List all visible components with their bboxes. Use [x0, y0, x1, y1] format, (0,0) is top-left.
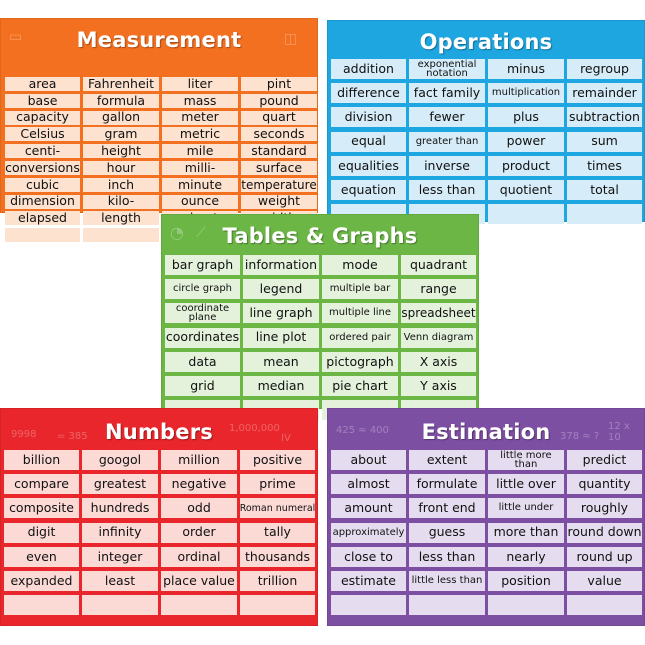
word-card: area: [5, 77, 80, 91]
word-card: product: [488, 156, 564, 176]
word-card: even: [4, 547, 79, 567]
word-card: infinity: [82, 523, 158, 543]
word-card: amount: [331, 498, 406, 518]
word-card: Celsius: [5, 127, 80, 141]
blank-word-card: [567, 595, 642, 615]
word-card: hour: [83, 161, 159, 175]
word-card: odd: [161, 498, 237, 518]
word-card: mean: [243, 352, 319, 372]
word-card: mass: [162, 94, 238, 108]
word-card: thousands: [240, 547, 315, 567]
blank-word-card: [409, 595, 485, 615]
word-card: milli-: [162, 161, 238, 175]
word-card: addition: [331, 59, 406, 79]
word-card: ounce: [162, 195, 238, 209]
word-card: formula: [83, 94, 159, 108]
word-card: integer: [82, 547, 158, 567]
word-card: nearly: [488, 547, 564, 567]
word-card: times: [567, 156, 642, 176]
numbers-decor-3: 1,000,000: [229, 423, 280, 434]
measurement-panel: [0, 18, 318, 226]
word-card: mile: [162, 144, 238, 158]
estimation-word-grid: [331, 449, 642, 618]
word-card: inverse: [409, 156, 485, 176]
tables-graphs-panel: [161, 214, 479, 409]
word-card: bar graph: [165, 255, 240, 275]
blank-word-card: [240, 595, 315, 615]
word-card: legend: [243, 279, 319, 299]
word-card: spreadsheet: [401, 303, 476, 323]
measurement-title: Measurement: [76, 28, 242, 52]
word-card: million: [161, 450, 237, 470]
word-card: position: [488, 571, 564, 591]
measuring-cup-decoration: ◫: [283, 31, 297, 47]
word-card: greater than: [409, 132, 485, 152]
word-card: trillion: [240, 571, 315, 591]
blank-word-card: [488, 204, 564, 224]
estimation-decor-1: 425 ≈ 400: [336, 425, 389, 436]
estimation-title: Estimation: [421, 420, 551, 444]
word-card: centi-: [5, 144, 80, 158]
word-card: little more than: [488, 450, 564, 470]
word-card: equation: [331, 180, 406, 200]
word-card: pint: [241, 77, 317, 91]
word-card: circle graph: [165, 279, 240, 299]
word-card: pie chart: [322, 376, 398, 396]
word-card: round up: [567, 547, 642, 567]
word-card: range: [401, 279, 476, 299]
word-card: standard: [241, 144, 317, 158]
numbers-decor-2: = 385: [57, 431, 88, 442]
word-card: value: [567, 571, 642, 591]
word-card: pictograph: [322, 352, 398, 372]
word-card: place value: [161, 571, 237, 591]
blank-word-card: [161, 595, 237, 615]
tables-graphs-title: Tables & Graphs: [222, 224, 418, 248]
word-card: remainder: [567, 83, 642, 103]
estimation-decor-2: 378 ≈ ?: [560, 431, 600, 442]
word-card: surface: [241, 161, 317, 175]
blank-word-card: [5, 228, 80, 242]
word-card: temperature: [241, 177, 317, 192]
word-card: expanded: [4, 571, 79, 591]
word-card: weight: [241, 195, 317, 209]
word-card: equalities: [331, 156, 406, 176]
word-card: compare: [4, 474, 79, 494]
word-card: meter: [162, 111, 238, 125]
blank-word-card: [488, 595, 564, 615]
word-card: median: [243, 376, 319, 396]
word-card: multiple bar: [322, 279, 398, 299]
word-card: multiple line: [322, 303, 398, 323]
word-card: negative: [161, 474, 237, 494]
word-card: ordered pair: [322, 328, 398, 348]
blank-word-card: [567, 204, 642, 224]
word-card: little under: [488, 498, 564, 518]
word-card: height: [83, 144, 159, 158]
word-card: predict: [567, 450, 642, 470]
word-card: about: [331, 450, 406, 470]
word-card: cubic: [5, 178, 80, 192]
word-card: capacity: [5, 111, 80, 125]
word-card: greatest: [82, 474, 158, 494]
word-card: mode: [322, 255, 398, 275]
numbers-word-grid: [4, 449, 315, 618]
word-card: data: [165, 352, 240, 372]
word-card: kilo-: [83, 195, 159, 209]
blank-word-card: [82, 595, 158, 615]
word-card: less than: [409, 180, 485, 200]
word-card: length: [83, 211, 159, 225]
word-card: grid: [165, 376, 240, 396]
blank-word-card: [83, 228, 159, 242]
word-card: roughly: [567, 498, 642, 518]
word-card: approximately: [331, 523, 406, 543]
word-card: order: [161, 523, 237, 543]
word-card: division: [331, 107, 406, 127]
ruler-decoration: ▭: [9, 29, 23, 45]
word-card: exponential notation: [409, 59, 485, 79]
word-card: inch: [83, 178, 159, 192]
word-card: fact family: [409, 83, 485, 103]
operations-word-grid: [331, 58, 642, 227]
word-card: line graph: [243, 303, 319, 323]
word-card: difference: [331, 83, 406, 103]
word-card: dimension: [5, 195, 80, 209]
word-card: least: [82, 571, 158, 591]
word-card: gallon: [83, 111, 159, 125]
word-card: quantity: [567, 474, 642, 494]
word-card: billion: [4, 450, 79, 470]
word-card: information: [243, 255, 319, 275]
word-card: Venn diagram: [401, 328, 476, 348]
word-card: coordinate plane: [165, 303, 240, 323]
word-card: liter: [162, 77, 238, 91]
word-card: quadrant: [401, 255, 476, 275]
word-card: composite: [4, 498, 79, 518]
numbers-title: Numbers: [105, 420, 213, 444]
word-card: little over: [488, 474, 564, 494]
pie-chart-decoration: ◔: [170, 223, 184, 242]
word-card: pound: [241, 94, 317, 108]
numbers-panel: [0, 408, 318, 626]
word-card: close to: [331, 547, 406, 567]
estimation-decor-3: 12 x 10: [608, 421, 630, 443]
word-card: round down: [567, 523, 642, 543]
word-card: subtraction: [567, 107, 642, 127]
word-card: almost: [331, 474, 406, 494]
word-card: Roman numeral: [240, 498, 315, 518]
word-card: front end: [409, 498, 485, 518]
word-card: power: [488, 132, 564, 152]
word-card: Y axis: [401, 376, 476, 396]
word-card: googol: [82, 450, 158, 470]
word-card: prime: [240, 474, 315, 494]
word-card: elapsed: [5, 211, 80, 225]
word-card: equal: [331, 132, 406, 152]
word-card: minus: [488, 59, 564, 79]
word-card: metric: [162, 127, 238, 141]
word-card: seconds: [241, 127, 317, 141]
word-card: tally: [240, 523, 315, 543]
word-card: extent: [409, 450, 485, 470]
word-card: coordinates: [165, 328, 240, 348]
operations-title: Operations: [419, 30, 553, 54]
word-card: Fahrenheit: [83, 77, 159, 91]
word-card: sum: [567, 132, 642, 152]
word-card: little less than: [409, 571, 485, 591]
word-card: digit: [4, 523, 79, 543]
blank-word-card: [4, 595, 79, 615]
tables-graphs-word-grid: [165, 254, 476, 423]
word-card: gram: [83, 127, 159, 141]
numbers-decor-1: 9998: [11, 429, 37, 440]
word-card: regroup: [567, 59, 642, 79]
word-card: positive: [240, 450, 315, 470]
word-card: ordinal: [161, 547, 237, 567]
blank-word-card: [331, 595, 406, 615]
word-card: X axis: [401, 352, 476, 372]
estimation-panel: [327, 408, 645, 626]
numbers-decor-4: IV: [281, 433, 291, 444]
word-card: hundreds: [82, 498, 158, 518]
line-graph-decoration: ⟋: [196, 225, 206, 241]
word-card: plus: [488, 107, 564, 127]
word-card: minute: [162, 178, 238, 192]
word-card: quotient: [488, 180, 564, 200]
word-card: formulate: [409, 474, 485, 494]
word-card: conversions: [5, 160, 80, 175]
word-card: base: [5, 94, 80, 108]
word-card: estimate: [331, 571, 406, 591]
word-card: fewer: [409, 107, 485, 127]
word-card: more than: [488, 523, 564, 543]
word-card: total: [567, 180, 642, 200]
operations-panel: [327, 20, 645, 222]
word-card: multiplication: [488, 83, 564, 103]
word-card: quart: [241, 111, 317, 125]
word-card: line plot: [243, 328, 319, 348]
word-card: guess: [409, 523, 485, 543]
word-card: less than: [409, 547, 485, 567]
